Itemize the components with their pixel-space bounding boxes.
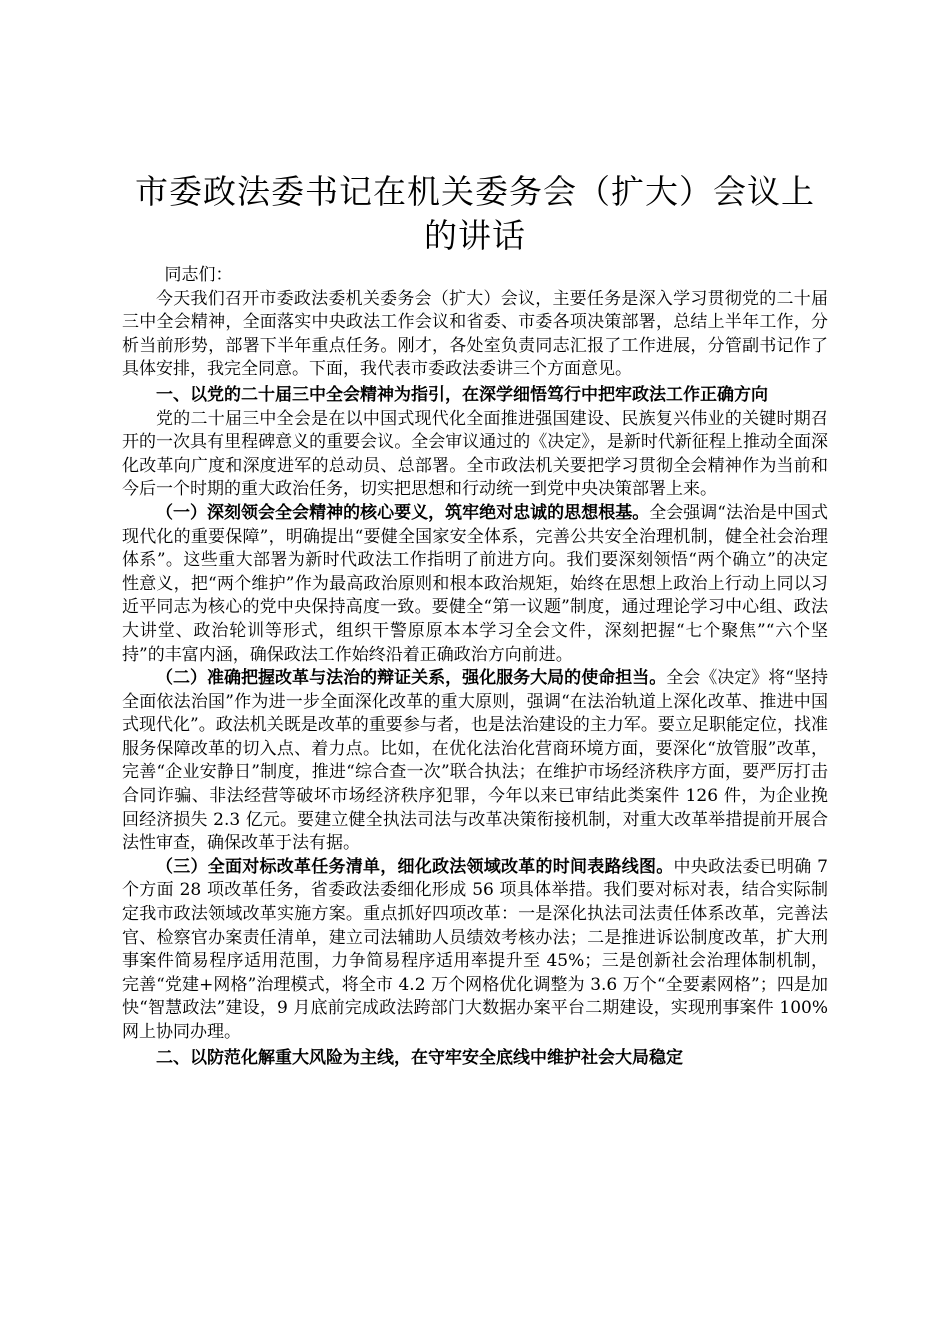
section-1-item-2 (122, 667, 828, 856)
section-1-item-1-heading: （一）深刻领会全会精神的核心要义，筑牢绝对忠诚的思想根基。 (156, 502, 650, 523)
intro-paragraph: 今天我们召开市委政法委机关委务会（扩大）会议，主要任务是深入学习贯彻党的二十届三中全会精神，全面落实中央政法工作会议和省委、市委各项决策部署，总结上半年工作，分析当前形势，部署下半年重点任务。刚才，各处室负责同志汇报了工作进展，分管副书记作了具体安排，我完全同意。下面，我代表市委政法委讲三个方面意见。 (122, 288, 828, 380)
document-body (122, 170, 828, 1070)
section-1-item-2-body: 全会《决定》将“坚持全面依法治国”作为进一步全面深化改革的重大原则，强调“在法治轨道上深化改革、推进中国式现代化”。政法机关既是改革的重要参与者，也是法治建设的主力军。要立足职能定位，找准服务保障改革的切入点、着力点。比如，在优化法治化营商环境方面，要深化“放管服”改革，完善“企业安静日”制度，推进“综合查一次”联合执法；在维护市场经济秩序方面，要严厉打击合同诈骗、非法经营等破坏市场经济秩序犯罪，今年以来已审结此类案件 126 件，为企业挽回经济损失 2.3 亿元。要建立健全执法司法与改革决策衔接机制，对重大改革举措提前开展合法性审查，确保改革于法有据。 (122, 668, 828, 854)
section-2-heading: 二、以防范化解重大风险为主线，在守牢安全底线中维护社会大局稳定 (156, 1047, 683, 1068)
section-1-heading: 一、以党的二十届三中全会精神为指引，在深学细悟笃行中把牢政法工作正确方向 (156, 384, 768, 405)
section-1-item-1 (122, 502, 828, 667)
document-title: 市委政法委书记在机关委务会（扩大）会议上的讲话 (135, 172, 815, 255)
section-1-item-3-body: 中央政法委已明确 7 个方面 28 项改革任务，省委政法委细化形成 56 项具体举措。我们要对标对表，结合实际制定我市政法领域改革实施方案。重点抓好四项改革：一是深化执法司法责任体系改革，完善法官、检察官办案责任清单，建立司法辅助人员绩效考核办法；二是推进诉讼制度改革，扩大刑事案件简易程序适用范围，力争简易程序适用率提升至 45%；三是创新社会治理体制机制，完善“党建+网格”治理模式，将全市 4.2 万个网格优化调整为 3.6 万个“全要素网格”；四是加快“智慧政法”建设，9 月底前完成政法跨部门大数据办案平台二期建设，实现刑事案件 100%网上协同办理。 (122, 856, 828, 1042)
greeting: 同志们： (164, 265, 233, 285)
section-1-item-3 (122, 856, 828, 1045)
section-1-item-1-body: 全会强调“法治是中国式现代化的重要保障”，明确提出“要健全国家安全体系，完善公共安全治理机制，健全社会治理体系”。这些重大部署为新时代政法工作指明了前进方向。我们要深刻领悟“两个确立”的决定性意义，把“两个维护”作为最高政治原则和根本政治规矩，始终在思想上政治上行动上同以习近平同志为核心的党中央保持高度一致。要健全“第一议题”制度，通过理论学习中心组、政法大讲堂、政治轮训等形式，组织干警原原本本学习全会文件，深刻把握“七个聚焦”“六个坚持”的丰富内涵，确保政法工作始终沿着正确政治方向前进。 (122, 502, 829, 665)
section-1-body: 党的二十届三中全会是在以中国式现代化全面推进强国建设、民族复兴伟业的关键时期召开的一次具有里程碑意义的重要会议。全会审议通过的《决定》，是新时代新征程上推动全面深化改革向广度和深度进军的总动员、总部署。全市政法机关要把学习贯彻全会精神作为当前和今后一个时期的重大政治任务，切实把思想和行动统一到党中央决策部署上来。 (122, 408, 828, 500)
section-1-item-3-heading: （三）全面对标改革任务清单，细化政法领域改革的时间表路线图。 (156, 856, 674, 877)
section-1-item-2-heading: （二）准确把握改革与法治的辩证关系，强化服务大局的使命担当。 (156, 668, 667, 689)
